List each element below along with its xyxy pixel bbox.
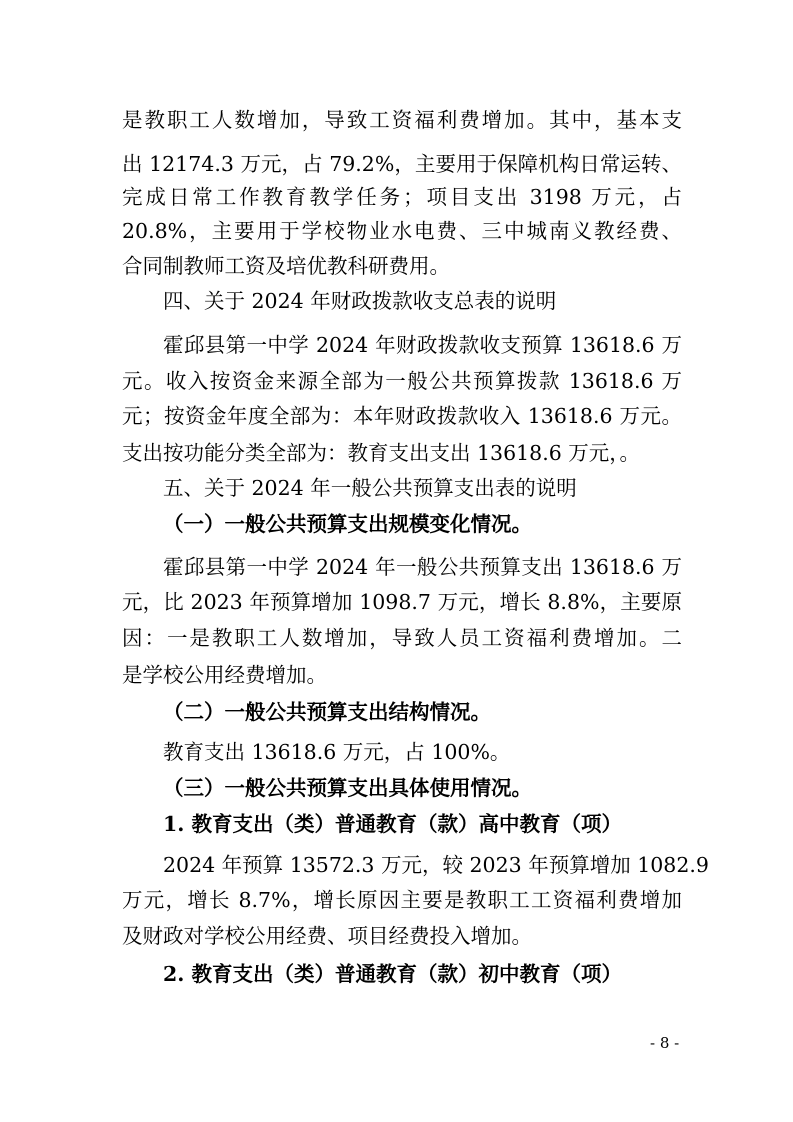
paragraph-line: 万元，增长 8.7%，增长原因主要是教职工工资福利费增加	[122, 888, 682, 912]
section-heading: 五、关于 2024 年一般公共预算支出表的说明	[163, 476, 577, 500]
paragraph-line: 是学校公用经费增加。	[122, 663, 327, 687]
paragraph-line: 元。收入按资金来源全部为一般公共预算拨款 13618.6 万	[122, 369, 682, 393]
section-heading: 四、关于 2024 年财政拨款收支总表的说明	[163, 289, 557, 313]
item-heading: 1. 教育支出（类）普通教育（款）高中教育（项）	[163, 812, 623, 836]
paragraph-line: 元；按资金年度全部为：本年财政拨款收入 13618.6 万元。	[122, 404, 682, 428]
subsection-heading: （二）一般公共预算支出结构情况。	[163, 700, 491, 724]
paragraph-line: 元，比 2023 年预算增加 1098.7 万元，增长 8.8%，主要原	[122, 590, 682, 614]
paragraph-line: 支出按功能分类全部为：教育支出支出 13618.6 万元，。	[122, 441, 641, 465]
page-number: - 8 -	[650, 1034, 680, 1052]
paragraph-line: 教育支出 13618.6 万元，占 100%。	[163, 740, 511, 764]
paragraph-line: 是教职工人数增加，导致工资福利费增加。其中，基本支	[122, 108, 682, 132]
paragraph-line: 霍邱县第一中学 2024 年一般公共预算支出 13618.6 万	[163, 555, 682, 579]
subsection-heading: （一）一般公共预算支出规模变化情况。	[163, 512, 532, 536]
paragraph-line: 2024 年预算 13572.3 万元，较 2023 年预算增加 1082.9	[163, 853, 709, 877]
paragraph-line: 因：一是教职工人数增加，导致人员工资福利费增加。二	[122, 626, 682, 650]
paragraph-line: 20.8%，主要用于学校物业水电费、三中城南义教经费、	[122, 219, 682, 243]
subsection-heading: （三）一般公共预算支出具体使用情况。	[163, 776, 532, 800]
paragraph-line: 合同制教师工资及培优教科研费用。	[122, 254, 450, 278]
item-heading: 2. 教育支出（类）普通教育（款）初中教育（项）	[163, 962, 623, 986]
paragraph-line: 完成日常工作教育教学任务；项目支出 3198 万元，占	[122, 185, 682, 209]
paragraph-line: 及财政对学校公用经费、项目经费投入增加。	[122, 924, 532, 948]
paragraph-line: 霍邱县第一中学 2024 年财政拨款收支预算 13618.6 万	[163, 333, 682, 357]
paragraph-line: 出 12174.3 万元，占 79.2%，主要用于保障机构日常运转、	[122, 152, 682, 176]
